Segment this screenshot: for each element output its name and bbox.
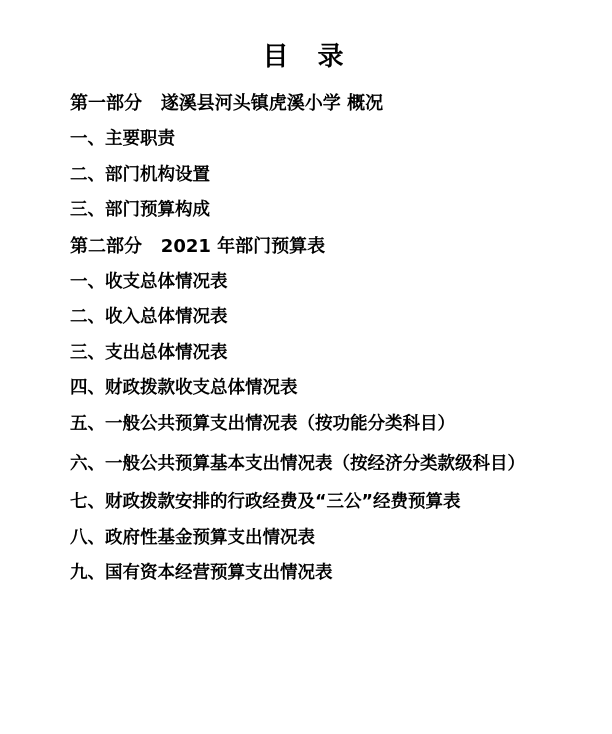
page-title: 目 录 bbox=[262, 42, 354, 72]
toc-entry-1-3[interactable]: 三、部门预算构成 bbox=[70, 200, 210, 220]
toc-entry-2-1[interactable]: 一、收支总体情况表 bbox=[70, 271, 228, 292]
table-of-contents bbox=[22, 95, 594, 583]
document-page bbox=[0, 36, 612, 734]
toc-entry-1-2[interactable]: 二、部门机构设置 bbox=[70, 164, 210, 185]
toc-entry-part-1[interactable]: 第一部分 遂溪县河头镇虎溪小学 概况 bbox=[70, 93, 384, 114]
toc-entry-2-8[interactable]: 八、政府性基金预算支出情况表 bbox=[70, 527, 315, 548]
toc-entry-2-7[interactable]: 七、财政拨款安排的行政经费及“三公”经费预算表 bbox=[70, 492, 461, 513]
toc-entry-1-1[interactable]: 一、主要职责 bbox=[70, 129, 175, 149]
toc-entry-2-4[interactable]: 四、财政拨款收支总体情况表 bbox=[70, 378, 298, 398]
toc-entry-2-2[interactable]: 二、收入总体情况表 bbox=[70, 307, 228, 327]
toc-entry-2-3[interactable]: 三、支出总体情况表 bbox=[70, 342, 228, 363]
toc-entry-2-6[interactable]: 六、一般公共预算基本支出情况表（按经济分类款级科目） bbox=[70, 454, 525, 474]
toc-entry-2-5[interactable]: 五、一般公共预算支出情况表（按功能分类科目） bbox=[70, 413, 455, 434]
toc-entry-part-2[interactable]: 第二部分 2021 年部门预算表 bbox=[70, 235, 326, 257]
toc-entry-2-9[interactable]: 九、国有资本经营预算支出情况表 bbox=[70, 563, 333, 584]
